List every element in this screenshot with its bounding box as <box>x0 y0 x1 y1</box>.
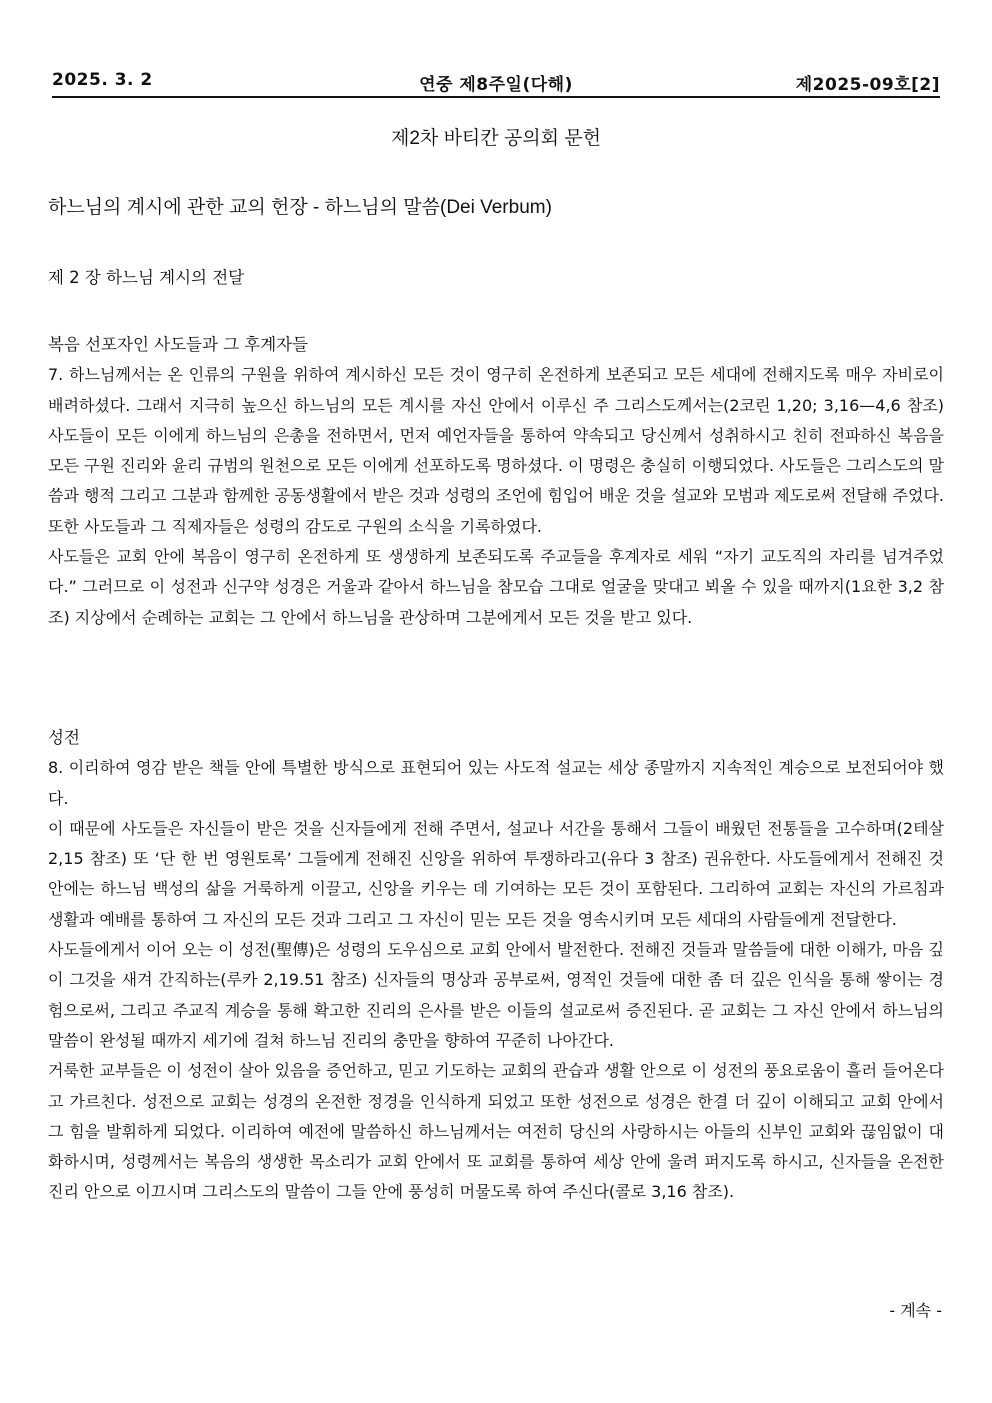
section-heading: 복음 선포자인 사도들과 그 후계자들 <box>48 335 309 354</box>
section-apostles <box>48 330 944 633</box>
paragraph: 거룩한 교부들은 이 성전이 살아 있음을 증언하고, 믿고 기도하는 교회의 관습과 생활 안으로 이 성전의 풍요로움이 흘러 들어온다고 가르친다. 성전으로 교회는 성경의 온전한 정경을 인식하게 되었고 또한 성전으로 성경은 한결 더 깊이 이해되고 교회 안에서 그 힘을 발휘하게 되었다. 이리하여 예전에 말씀하신 하느님께서는 여전히 당신의 사랑하시는 아들의 신부인 교회와 끊임없이 대화하시며, 성령께서는 복음의 생생한 목소리가 교회 안에서 또 교회를 통하여 세상 안에 울려 퍼지도록 하시고, 신자들을 온전한 진리 안으로 이끄시며 그리스도의 말씀이 그들 안에 풍성히 머물도록 하여 주신다(콜로 3,16 참조). <box>48 1061 944 1202</box>
paragraph: 8. 이리하여 영감 받은 책들 안에 특별한 방식으로 표현되어 있는 사도적 설교는 세상 종말까지 지속적인 계승으로 보전되어야 했다. <box>48 758 944 808</box>
section-heading: 성전 <box>48 728 80 747</box>
header-date: 2025. 3. 2 <box>52 70 153 90</box>
paragraph: 사도들에게서 이어 오는 이 성전(聖傳)은 성령의 도우심으로 교회 안에서 발전한다. 전해진 것들과 말씀들에 대한 이해가, 마음 깊이 그것을 새겨 간직하는(루카 2,19.51 참조) 신자들의 명상과 공부로써, 영적인 것들에 대한 좀 더 깊은 인식을 통해 쌓이는 경험으로써, 그리고 주교직 계승을 통해 확고한 진리의 은사를 받은 이들의 설교로써 증진된다. 곧 교회는 그 자신 안에서 하느님의 말씀이 완성될 때까지 세기에 걸쳐 하느님 진리의 충만을 향하여 꾸준히 나아간다. <box>48 940 944 1050</box>
continued-note: - 계속 - <box>889 1301 942 1320</box>
document-subtitle: 하느님의 계시에 관한 교의 헌장 - 하느님의 말씀(Dei Verbum) <box>48 197 552 218</box>
paragraph: 사도들은 교회 안에 복음이 영구히 온전하게 또 생생하게 보존되도록 주교들을 후계자로 세워 “자기 교도직의 자리를 넘겨주었다.” 그러므로 이 성전과 신구약 성경은 거울과 같아서 하느님을 참모습 그대로 얼굴을 맞대고 뵈올 수 있을 때까지(1요한 3,2 참조) 지상에서 순례하는 교회는 그 안에서 하느님을 관상하며 그분에게서 모든 것을 받고 있다. <box>48 547 944 627</box>
paragraph: 7. 하느님께서는 온 인류의 구원을 위하여 계시하신 모든 것이 영구히 온전하게 보존되고 모든 세대에 전해지도록 매우 자비로이 배려하셨다. 그래서 지극히 높으신 하느님의 모든 계시를 자신 안에서 이루신 주 그리스도께서는(2코린 1,20; 3,16—4,6 참조) 사도들이 모든 이에게 하느님의 은총을 전하면서, 먼저 예언자들을 통하여 약속되고 당신께서 성취하시고 친히 전파하신 복음을 모든 구원 진리와 윤리 규범의 원천으로 모든 이에게 선포하도록 명하셨다. 이 명령은 충실히 이행되었다. 사도들은 그리스도의 말씀과 행적 그리고 그분과 함께한 공동생활에서 받은 것과 성령의 조언에 힘입어 배운 것을 설교와 모범과 제도로써 전달해 주었다. 또한 사도들과 그 직제자들은 성령의 감도로 구원의 소식을 기록하였다. <box>48 365 944 536</box>
header-issue-number: 제2025-09호[2] <box>795 75 940 95</box>
page-header <box>52 68 940 98</box>
paragraph: 이 때문에 사도들은 자신들이 받은 것을 신자들에게 전해 주면서, 설교나 서간을 통해서 그들이 배웠던 전통들을 고수하며(2테살 2,15 참조) 또 ‘단 한 번 영원토록’ 그들에게 전해진 신앙을 위하여 투쟁하라고(유다 3 참조) 권유한다. 사도들에게서 전해진 것 안에는 하느님 백성의 삶을 거룩하게 이끌고, 신앙을 키우는 데 기여하는 모든 것이 포함된다. 그리하여 교회는 자신의 가르침과 생활과 예배를 통하여 그 자신의 모든 것과 그리고 그 자신이 믿는 모든 것을 영속시키며 모든 세대의 사람들에게 전달한다. <box>48 818 944 929</box>
header-liturgical-day: 연중 제8주일(다해) <box>419 75 573 95</box>
document-title: 제2차 바티칸 공의회 문헌 <box>391 128 601 149</box>
section-tradition <box>48 723 944 1208</box>
chapter-heading: 제 2 장 하느님 계시의 전달 <box>48 268 245 287</box>
